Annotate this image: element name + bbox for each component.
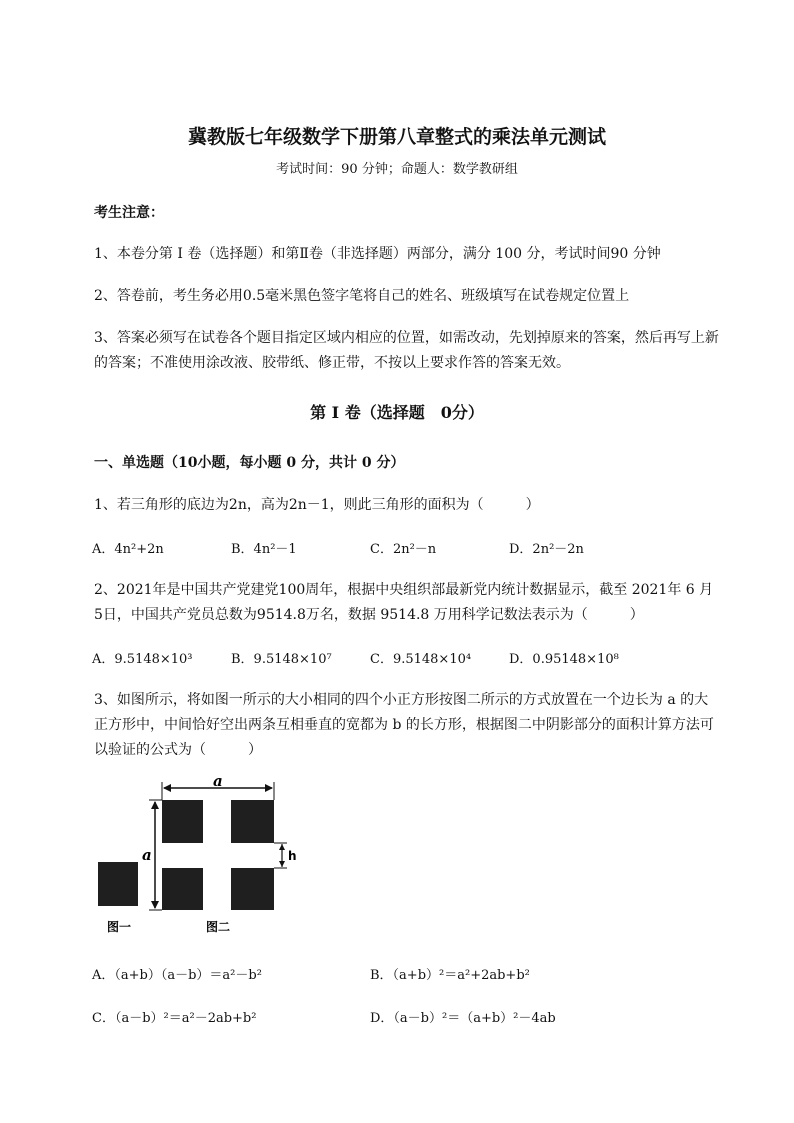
caption-figure-one: 图一 (107, 920, 132, 934)
q1-option-d[interactable]: D．2n²－2n (509, 542, 584, 557)
question-3-line-2: 正方形中，中间恰好空出两条互相垂直的宽都为 b 的长方形，根据图二中阴影部分的面积计算方法可 (94, 717, 714, 733)
question-1-stem: 1、若三角形的底边为2n，高为2n－1，则此三角形的面积为（ ） (94, 497, 540, 513)
vertical-strip (203, 800, 231, 910)
q3-option-b[interactable]: B．（a+b）²＝a²+2ab+b² (370, 968, 530, 983)
notice-item-3-cont: 的答案；不准使用涂改液、胶带纸、修正带，不按以上要求作答的答案无效。 (94, 355, 570, 371)
label-h: h (288, 849, 297, 863)
q2-option-c[interactable]: C．9.5148×10⁴ (370, 652, 472, 667)
question-2-line-1: 2、2021年是中国共产党建党100周年，根据中央组织部最新党内统计数据显示，截至 2021年 6 月 (94, 582, 714, 598)
small-square-shape (98, 862, 138, 906)
q1-option-c[interactable]: C．2n²－n (370, 542, 437, 557)
notice-item-3: 3、答案必须写在试卷各个题目指定区域内相应的位置，如需改动，先划掉原来的答案，然后再写上新 (94, 330, 719, 346)
q2-option-d[interactable]: D．0.95148×10⁸ (509, 652, 619, 667)
q1-option-a[interactable]: A．4n²+2n (92, 542, 164, 557)
question-3-line-3: 以验证的公式为（ ） (94, 742, 262, 758)
question-3-line-1: 3、如图所示，将如图一所示的大小相同的四个小正方形按图二所示的方式放置在一个边长为 a 的大 (94, 692, 709, 708)
q1-option-b[interactable]: B．4n²－1 (231, 542, 297, 557)
q3-option-c[interactable]: C．（a－b）²＝a²－2ab+b² (92, 1011, 257, 1026)
exam-info: 考试时间：90 分钟；命题人：数学教研组 (276, 162, 518, 177)
label-a-top: a (213, 772, 223, 790)
square-figure (95, 772, 297, 938)
q3-option-d[interactable]: D．（a－b）²＝（a+b）²－4ab (370, 1011, 556, 1026)
caption-figure-two: 图二 (206, 920, 231, 934)
label-a-left: a (142, 846, 152, 864)
notice-item-1: 1、本卷分第 I 卷（选择题）和第Ⅱ卷（非选择题）两部分，满分 100 分，考试时间90 分钟 (94, 246, 661, 262)
part-heading: 一、单选题（10小题，每小题 0 分，共计 0 分） (94, 455, 405, 471)
notice-heading: 考生注意： (94, 205, 164, 221)
page-title: 冀教版七年级数学下册第八章整式的乘法单元测试 (187, 126, 606, 148)
notice-item-2: 2、答卷前，考生务必用0.5毫米黑色签字笔将自己的姓名、班级填写在试卷规定位置上 (94, 288, 630, 304)
q2-option-a[interactable]: A．9.5148×10³ (92, 652, 193, 667)
question-2-line-2: 5日，中国共产党员总数为9514.8万名，数据 9514.8 万用科学记数法表示为（ ） (94, 607, 644, 623)
q3-option-a[interactable]: A．（a+b）（a－b）＝a²－b² (92, 968, 262, 983)
q2-option-b[interactable]: B．9.5148×10⁷ (231, 652, 332, 667)
section-title: 第 I 卷（选择题 0分） (310, 403, 484, 422)
